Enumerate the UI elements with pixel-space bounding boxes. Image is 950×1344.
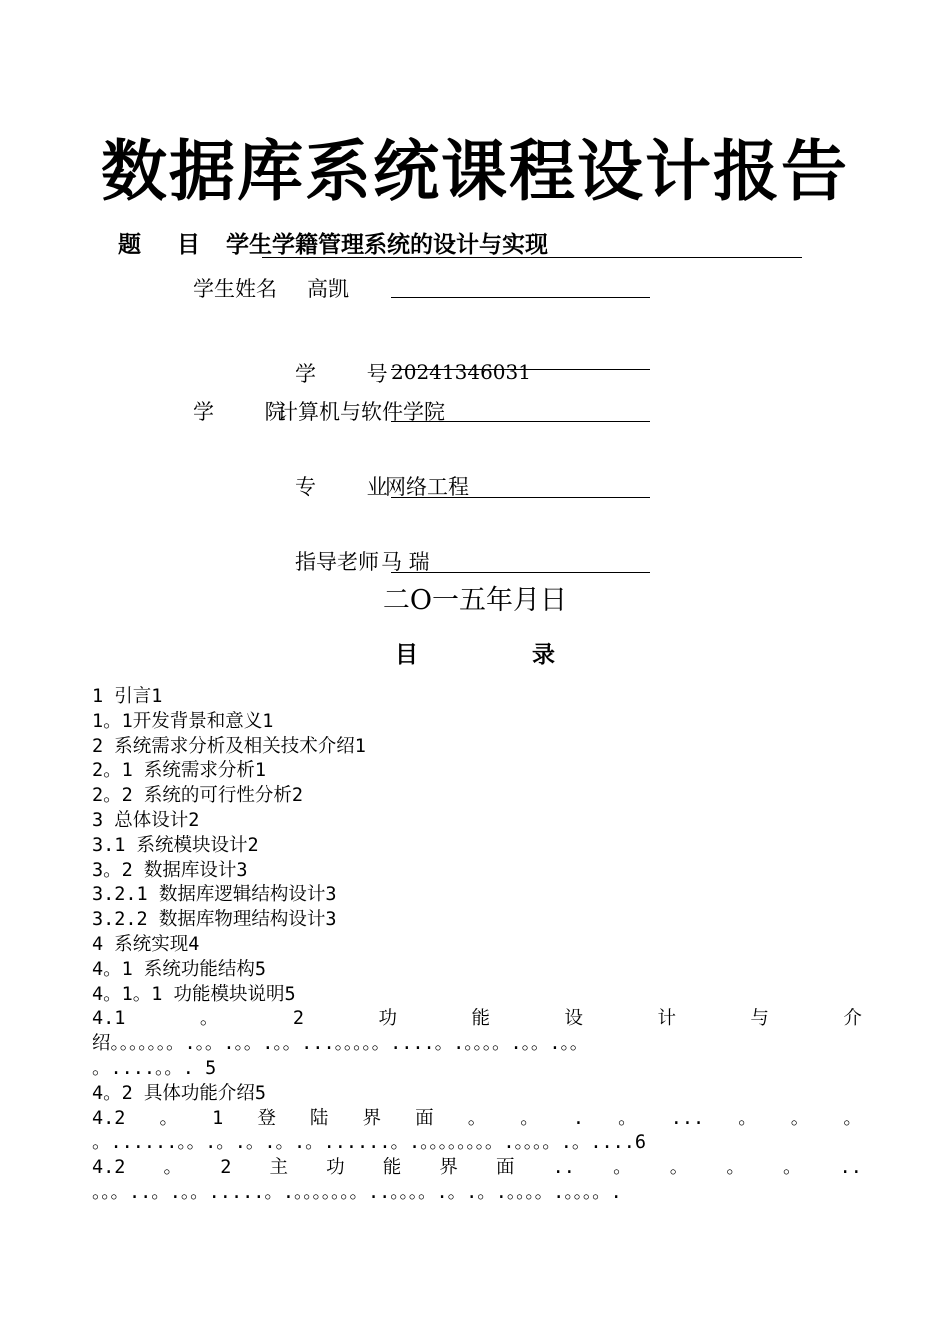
major-value: 网络工程 [385, 475, 469, 499]
toc-token: 。 [738, 1107, 757, 1129]
toc-token: 与 [750, 1008, 769, 1030]
toc-token: 4.2 [92, 1157, 126, 1179]
toc-entry[interactable]: 2。1 系统需求分析1 [92, 760, 267, 782]
toc-entry[interactable]: 4 系统实现4 [92, 933, 200, 955]
toc-token: 4.1 [92, 1008, 126, 1030]
topic-value: 学生学籍管理系统的设计与实现 [226, 231, 548, 258]
toc-entry[interactable]: 2。2 系统的可行性分析2 [92, 785, 304, 807]
toc-entry[interactable]: 1。1开发背景和意义1 [92, 710, 274, 732]
toc-title-left: 目 [395, 642, 418, 668]
college-underline [391, 421, 650, 422]
toc-token: .. [552, 1157, 575, 1179]
toc-token: 功 [326, 1157, 345, 1179]
toc-token: ... [670, 1107, 705, 1129]
toc-token: 。 [782, 1157, 802, 1179]
toc-token: 功 [378, 1008, 397, 1030]
toc-token: 。 [163, 1157, 183, 1179]
student-name-underline [391, 297, 650, 298]
toc-entry-421-line2: 。......。。.。.。.。.。......。.。。。。。。。。.。。。。.。....6 [92, 1132, 647, 1154]
toc-entry-412-line2: 绍。。。。。。。.。。.。。.。。...。。。。。....。.。。。。.。。.。。 [92, 1033, 589, 1055]
toc-token: 介 [843, 1008, 862, 1030]
toc-token: . [572, 1107, 585, 1129]
student-id-value: 20241346031 [391, 360, 531, 384]
toc-token: 。 [613, 1157, 632, 1179]
table-of-contents [92, 685, 862, 1206]
toc-token: 陆 [309, 1107, 329, 1129]
topic-label: 题 目 [118, 231, 215, 258]
toc-token: 4.2 [92, 1107, 126, 1129]
toc-entry-412-line3: 。....。。. 5 [92, 1057, 217, 1079]
toc-entry-422-line1[interactable] [92, 1156, 862, 1181]
toc-entry[interactable]: 3.1 系统模块设计2 [92, 834, 259, 856]
toc-token: 登 [257, 1107, 276, 1129]
toc-token: 计 [657, 1008, 676, 1030]
college-value: 计算机与软件学院 [277, 400, 445, 424]
toc-token: 面 [415, 1107, 434, 1129]
toc-token: .. [839, 1157, 862, 1179]
report-date: 二O一五年月日 [382, 585, 568, 616]
toc-entry[interactable]: 3 总体设计2 [92, 809, 200, 831]
toc-title-right: 录 [532, 642, 555, 668]
toc-entry-412-line1[interactable] [92, 1007, 862, 1032]
toc-entry[interactable]: 4。2 具体功能介绍5 [92, 1082, 267, 1104]
toc-entry[interactable]: 2 系统需求分析及相关技术介绍1 [92, 735, 366, 757]
topic-underline [262, 257, 802, 258]
toc-entry-421-line1[interactable] [92, 1107, 862, 1132]
toc-token: 。 [669, 1157, 689, 1179]
student-id-label: 学 号 [295, 362, 410, 386]
major-underline [391, 497, 650, 498]
toc-token: 。 [159, 1107, 179, 1129]
toc-token: 设 [564, 1008, 583, 1030]
toc-entry[interactable]: 4。1。1 功能模块说明5 [92, 983, 296, 1005]
toc-token: 。 [199, 1008, 219, 1030]
toc-token: 面 [496, 1157, 515, 1179]
toc-entry[interactable]: 1 引言1 [92, 686, 163, 707]
toc-title [395, 636, 555, 669]
advisor-underline [391, 572, 650, 573]
major-label: 专 业 [295, 475, 410, 499]
toc-token: 能 [471, 1008, 490, 1030]
toc-token: 。 [790, 1107, 810, 1129]
toc-token: 。 [467, 1107, 487, 1129]
toc-entry[interactable]: 3.2.2 数据库物理结构设计3 [92, 909, 337, 931]
toc-entry[interactable]: 4。1 系统功能结构5 [92, 958, 267, 980]
student-name-value: 高凯 [307, 277, 349, 301]
topic-row [118, 226, 802, 258]
student-id-underline [391, 369, 650, 370]
toc-token: 主 [269, 1157, 288, 1179]
toc-entry[interactable]: 3。2 数据库设计3 [92, 859, 248, 881]
document-title: 数据库系统课程设计报告 [101, 132, 849, 210]
toc-token: 。 [726, 1157, 745, 1179]
toc-entry-422-line2: 。。。..。.。。.....。.。。。。。。。..。。。。.。.。.。。。。.。。。。. [92, 1181, 622, 1203]
advisor-value: 马 瑞 [381, 550, 430, 574]
toc-token: 。 [843, 1107, 862, 1129]
advisor-label: 指导老师 [295, 550, 379, 574]
toc-entry[interactable]: 3.2.1 数据库逻辑结构设计3 [92, 884, 337, 906]
toc-token: 2 [292, 1008, 305, 1030]
toc-token: 2 [220, 1157, 232, 1179]
toc-token: 能 [382, 1157, 402, 1179]
toc-token: 界 [362, 1107, 382, 1129]
college-label: 学 院 [193, 400, 308, 424]
toc-token: 1 [212, 1107, 224, 1129]
toc-token: 。 [520, 1107, 539, 1129]
toc-token: 界 [439, 1157, 458, 1179]
student-name-label: 学生姓名 [193, 277, 277, 301]
toc-token: 。 [618, 1107, 637, 1129]
